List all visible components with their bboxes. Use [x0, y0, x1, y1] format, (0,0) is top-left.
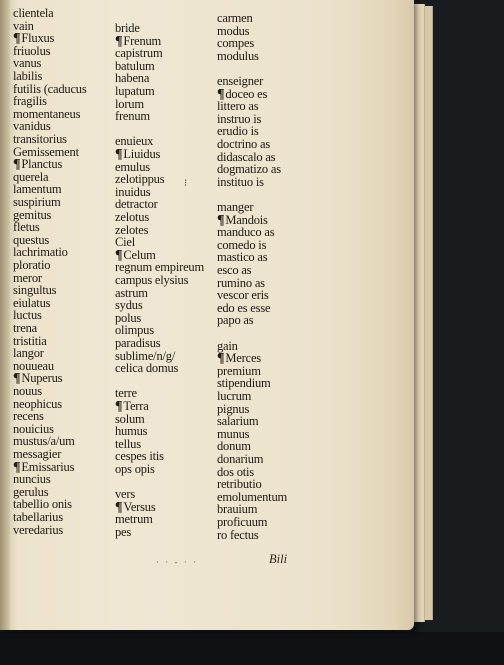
glossary-line: [217, 314, 253, 326]
glossary-line: [13, 259, 50, 271]
line-text: inuidus: [115, 184, 151, 199]
line-text: doctrino as: [217, 137, 270, 151]
line-text: fletus: [13, 220, 40, 235]
glossary-line: [13, 221, 40, 233]
glossary-line: [115, 488, 135, 500]
line-text: vescor eris: [217, 288, 269, 303]
pilcrow-icon: ¶: [115, 147, 123, 162]
line-text: tellus: [115, 436, 141, 451]
glossary-line: [115, 22, 140, 34]
line-text: meror: [13, 270, 42, 285]
line-text: retributio: [217, 477, 262, 492]
line-text: mustus/a/um: [13, 434, 75, 449]
line-text: tristitia: [13, 333, 47, 348]
line-text: Planctus: [21, 157, 63, 172]
glossary-line: [13, 234, 49, 246]
pilcrow-icon: ¶: [115, 247, 123, 263]
line-text: nouus: [13, 384, 42, 398]
line-text: vanidus: [13, 119, 51, 134]
glossary-line: [115, 47, 163, 59]
line-text: Merces: [225, 351, 261, 366]
line-text: littero as: [217, 99, 259, 114]
glossary-line: [115, 72, 149, 84]
glossary-line: [115, 350, 175, 362]
pilcrow-icon: ¶: [13, 459, 21, 475]
line-text: lorum: [115, 96, 144, 111]
glossary-line: [115, 438, 141, 450]
line-text: Nuperus: [21, 371, 63, 386]
glossary-line: [13, 309, 42, 321]
glossary-line: [217, 151, 275, 163]
line-text: sublime/n/g/: [115, 348, 176, 363]
glossary-line: [13, 385, 42, 397]
line-text: esco as: [217, 263, 252, 277]
line-text: stipendium: [217, 376, 271, 391]
pilcrow-icon: ¶: [217, 351, 225, 367]
glossary-line: [217, 37, 254, 49]
line-text: manduco as: [217, 225, 275, 240]
glossary-line: [13, 524, 63, 536]
line-text: brauium: [217, 502, 258, 517]
glossary-line: [13, 7, 54, 19]
glossary-line: [217, 365, 261, 377]
page-gutter: [0, 0, 10, 630]
glossary-line: [217, 100, 258, 112]
glossary-line: [13, 133, 67, 145]
line-text: batulum: [115, 58, 155, 73]
glossary-line: [217, 251, 267, 263]
glossary-line: [13, 435, 75, 447]
glossary-line: [13, 171, 48, 183]
glossary-line: [13, 498, 72, 510]
glossary-line: [13, 146, 79, 158]
glossary-line: [217, 277, 265, 289]
signature-mark: Bili: [269, 552, 288, 566]
line-text: proficuum: [217, 515, 268, 529]
line-text: nuncius: [13, 472, 51, 487]
glossary-line: [217, 428, 249, 440]
pilcrow-icon: ¶: [115, 499, 123, 515]
glossary-line: [217, 516, 267, 528]
line-text: ops opis: [115, 462, 155, 476]
glossary-line: [13, 83, 87, 95]
pilcrow-icon: ¶: [115, 399, 123, 414]
line-text: emolumentum: [217, 489, 288, 504]
line-text: gain: [217, 338, 238, 353]
glossary-line: [13, 335, 47, 347]
glossary-line: [217, 163, 281, 175]
line-text: sydus: [115, 298, 143, 313]
glossary-line: [217, 529, 259, 541]
glossary-line: [217, 176, 264, 188]
line-text: instruo is: [217, 111, 262, 126]
line-text: paradisus: [115, 336, 161, 350]
line-text: vanus: [13, 56, 42, 71]
line-text: zelotippus: [115, 172, 165, 187]
line-text: lachrimatio: [13, 245, 68, 260]
line-text: Ciel: [115, 235, 136, 250]
glossary-line: [115, 198, 158, 210]
glossary-line: [115, 236, 135, 248]
glossary-line: [115, 362, 178, 374]
glossary-line: [13, 57, 41, 69]
glossary-line: [217, 390, 251, 402]
glossary-line: [13, 511, 63, 523]
line-text: Emissarius: [21, 459, 75, 474]
line-text: momentaneus: [13, 106, 81, 121]
pilcrow-icon: ¶: [115, 33, 123, 49]
line-text: lupatum: [115, 84, 155, 98]
pilcrow-icon: ¶: [217, 212, 225, 228]
line-text: enseigner: [217, 74, 264, 88]
glossary-line: [13, 120, 51, 132]
line-text: langor: [13, 346, 44, 361]
glossary-line: [13, 45, 50, 57]
glossary-line: [115, 337, 160, 349]
line-text: questus: [13, 232, 50, 247]
line-text: Gemissement: [13, 144, 79, 159]
glossary-line: [115, 85, 155, 97]
glossary-line: [115, 463, 155, 475]
glossary-line: [217, 113, 261, 125]
line-text: friuolus: [13, 43, 51, 58]
line-text: Liuidus: [123, 147, 161, 161]
glossary-line: [115, 186, 150, 198]
line-text: solum: [115, 411, 145, 426]
glossary-line: [115, 60, 155, 72]
line-text: enuieux: [115, 134, 154, 149]
glossary-line: [217, 201, 253, 213]
glossary-line: [115, 387, 137, 399]
line-text: modulus: [217, 48, 259, 63]
line-text: edo es esse: [217, 300, 271, 315]
line-text: rumino as: [217, 275, 265, 290]
glossary-line: [13, 347, 44, 359]
pilcrow-icon: ¶: [13, 371, 21, 387]
line-text: Celum: [123, 247, 156, 262]
glossary-line: [217, 503, 257, 515]
line-text: luctus: [13, 308, 42, 323]
line-text: fragilis: [13, 94, 47, 109]
glossary-line: [217, 12, 253, 24]
line-text: regnum empireum: [115, 260, 204, 275]
glossary-line: [13, 209, 51, 221]
glossary-line: [217, 478, 262, 490]
line-text: olimpus: [115, 323, 154, 338]
ink-mark: ⁝: [184, 178, 188, 189]
line-text: gerulus: [13, 484, 49, 499]
glossary-line: [217, 226, 274, 238]
line-text: carmen: [217, 11, 253, 25]
line-text: manger: [217, 200, 254, 214]
glossary-line: [115, 312, 141, 324]
line-text: futilis (caducus: [13, 81, 87, 96]
glossary-line: [115, 211, 149, 223]
glossary-line: [115, 425, 147, 437]
line-text: neophicus: [13, 396, 62, 411]
glossary-line: [13, 20, 34, 32]
line-text: tabellarius: [13, 510, 63, 524]
glossary-line: [13, 95, 47, 107]
line-text: ro fectus: [217, 527, 259, 542]
line-text: zelotus: [115, 210, 150, 224]
glossary-line: [115, 299, 142, 311]
glossary-line: [115, 261, 204, 273]
line-text: Versus: [123, 499, 156, 514]
line-text: didascalo as: [217, 149, 276, 164]
glossary-line: [217, 453, 263, 465]
glossary-line: [217, 340, 238, 352]
line-text: donarium: [217, 452, 264, 466]
line-text: Mandois: [225, 212, 268, 227]
glossary-line: [217, 403, 249, 415]
glossary-line: [217, 302, 270, 314]
line-text: campus elysius: [115, 273, 189, 287]
glossary-line: [217, 239, 266, 251]
line-text: emulus: [115, 159, 150, 174]
line-text: pignus: [217, 401, 250, 416]
glossary-line: [13, 246, 68, 258]
line-text: munus: [217, 426, 250, 441]
line-text: clientela: [13, 6, 54, 20]
line-text: dos otis: [217, 464, 254, 479]
line-text: suspirium: [13, 195, 61, 209]
glossary-line: [115, 324, 154, 336]
table-surface: [0, 632, 504, 665]
line-text: tabellio onis: [13, 497, 72, 512]
line-text: trena: [13, 321, 37, 335]
glossary-line: [217, 289, 269, 301]
glossary-line: [13, 448, 61, 460]
line-text: donum: [217, 439, 251, 454]
glossary-line: [13, 423, 54, 435]
pilcrow-icon: ¶: [13, 31, 21, 47]
line-text: doceo es: [225, 86, 268, 101]
glossary-line: [217, 75, 263, 87]
glossary-line: [13, 196, 61, 208]
line-text: capistrum: [115, 46, 163, 61]
line-text: zelotes: [115, 222, 149, 237]
glossary-line: [217, 491, 287, 503]
glossary-line: [217, 25, 249, 37]
line-text: polus: [115, 310, 142, 325]
glossary-line: [217, 264, 251, 276]
line-text: papo as: [217, 313, 254, 328]
line-text: salarium: [217, 414, 259, 429]
line-text: dogmatizo as: [217, 162, 281, 177]
line-text: vers: [115, 487, 136, 502]
glossary-line: [13, 297, 50, 309]
line-text: lucrum: [217, 389, 252, 403]
glossary-line: [115, 413, 145, 425]
line-text: transitorius: [13, 132, 67, 146]
line-text: eiulatus: [13, 295, 51, 310]
line-text: Terra: [123, 399, 149, 413]
line-text: cespes itis: [115, 449, 164, 464]
line-text: frenum: [115, 109, 150, 124]
glossary-line: [13, 108, 80, 120]
line-text: modus: [217, 23, 250, 38]
line-text: terre: [115, 386, 137, 401]
line-text: humus: [115, 424, 148, 439]
ink-smudge: · · ‑ · ·: [156, 557, 198, 567]
glossary-line: [115, 526, 131, 538]
line-text: lamentum: [13, 182, 62, 197]
glossary-line: [217, 377, 271, 389]
glossary-line: [115, 513, 153, 525]
line-text: Fluxus: [21, 31, 55, 46]
glossary-line: [115, 224, 148, 236]
glossary-line: [13, 398, 62, 410]
glossary-line: [217, 50, 259, 62]
line-text: pes: [115, 525, 132, 539]
glossary-line: [13, 473, 51, 485]
line-text: gemitus: [13, 207, 52, 222]
glossary-line: [115, 135, 153, 147]
line-text: vain: [13, 18, 34, 33]
line-text: astrum: [115, 285, 148, 300]
glossary-line: [217, 440, 251, 452]
glossary-line: [115, 161, 150, 173]
line-text: comedo is: [217, 237, 267, 252]
line-text: erudio is: [217, 124, 259, 139]
glossary-line: [115, 98, 144, 110]
glossary-line: [13, 486, 48, 498]
glossary-line: [13, 70, 42, 82]
line-text: querela: [13, 169, 49, 184]
pilcrow-icon: ¶: [13, 157, 21, 173]
glossary-line: [13, 183, 61, 195]
line-text: Frenum: [123, 33, 162, 48]
line-text: nouueau: [13, 358, 54, 373]
glossary-line: [217, 125, 259, 137]
line-text: mastico as: [217, 250, 268, 265]
glossary-line: [115, 450, 164, 462]
line-text: compes: [217, 36, 254, 51]
glossary-line: [217, 415, 258, 427]
line-text: veredarius: [13, 522, 64, 537]
line-text: ploratio: [13, 258, 51, 272]
glossary-line: [13, 322, 37, 334]
line-text: messagier: [13, 447, 62, 461]
line-text: celica domus: [115, 361, 179, 376]
glossary-line: [13, 360, 54, 372]
glossary-line: [115, 274, 188, 286]
line-text: instituo is: [217, 174, 264, 189]
line-text: recens: [13, 409, 44, 424]
line-text: metrum: [115, 512, 153, 527]
line-text: habena: [115, 71, 150, 86]
glossary-line: [115, 287, 148, 299]
pilcrow-icon: ¶: [217, 86, 225, 102]
glossary-line: [217, 466, 254, 478]
line-text: labilis: [13, 69, 43, 83]
line-text: nouicius: [13, 421, 54, 436]
glossary-line: [115, 173, 164, 185]
glossary-line: [13, 410, 44, 422]
line-text: premium: [217, 363, 261, 378]
glossary-line: [13, 272, 42, 284]
line-text: singultus: [13, 283, 57, 298]
line-text: detractor: [115, 197, 158, 212]
glossary-line: [115, 110, 150, 122]
glossary-line: [217, 138, 270, 150]
glossary-line: [13, 284, 56, 296]
line-text: bride: [115, 21, 140, 35]
